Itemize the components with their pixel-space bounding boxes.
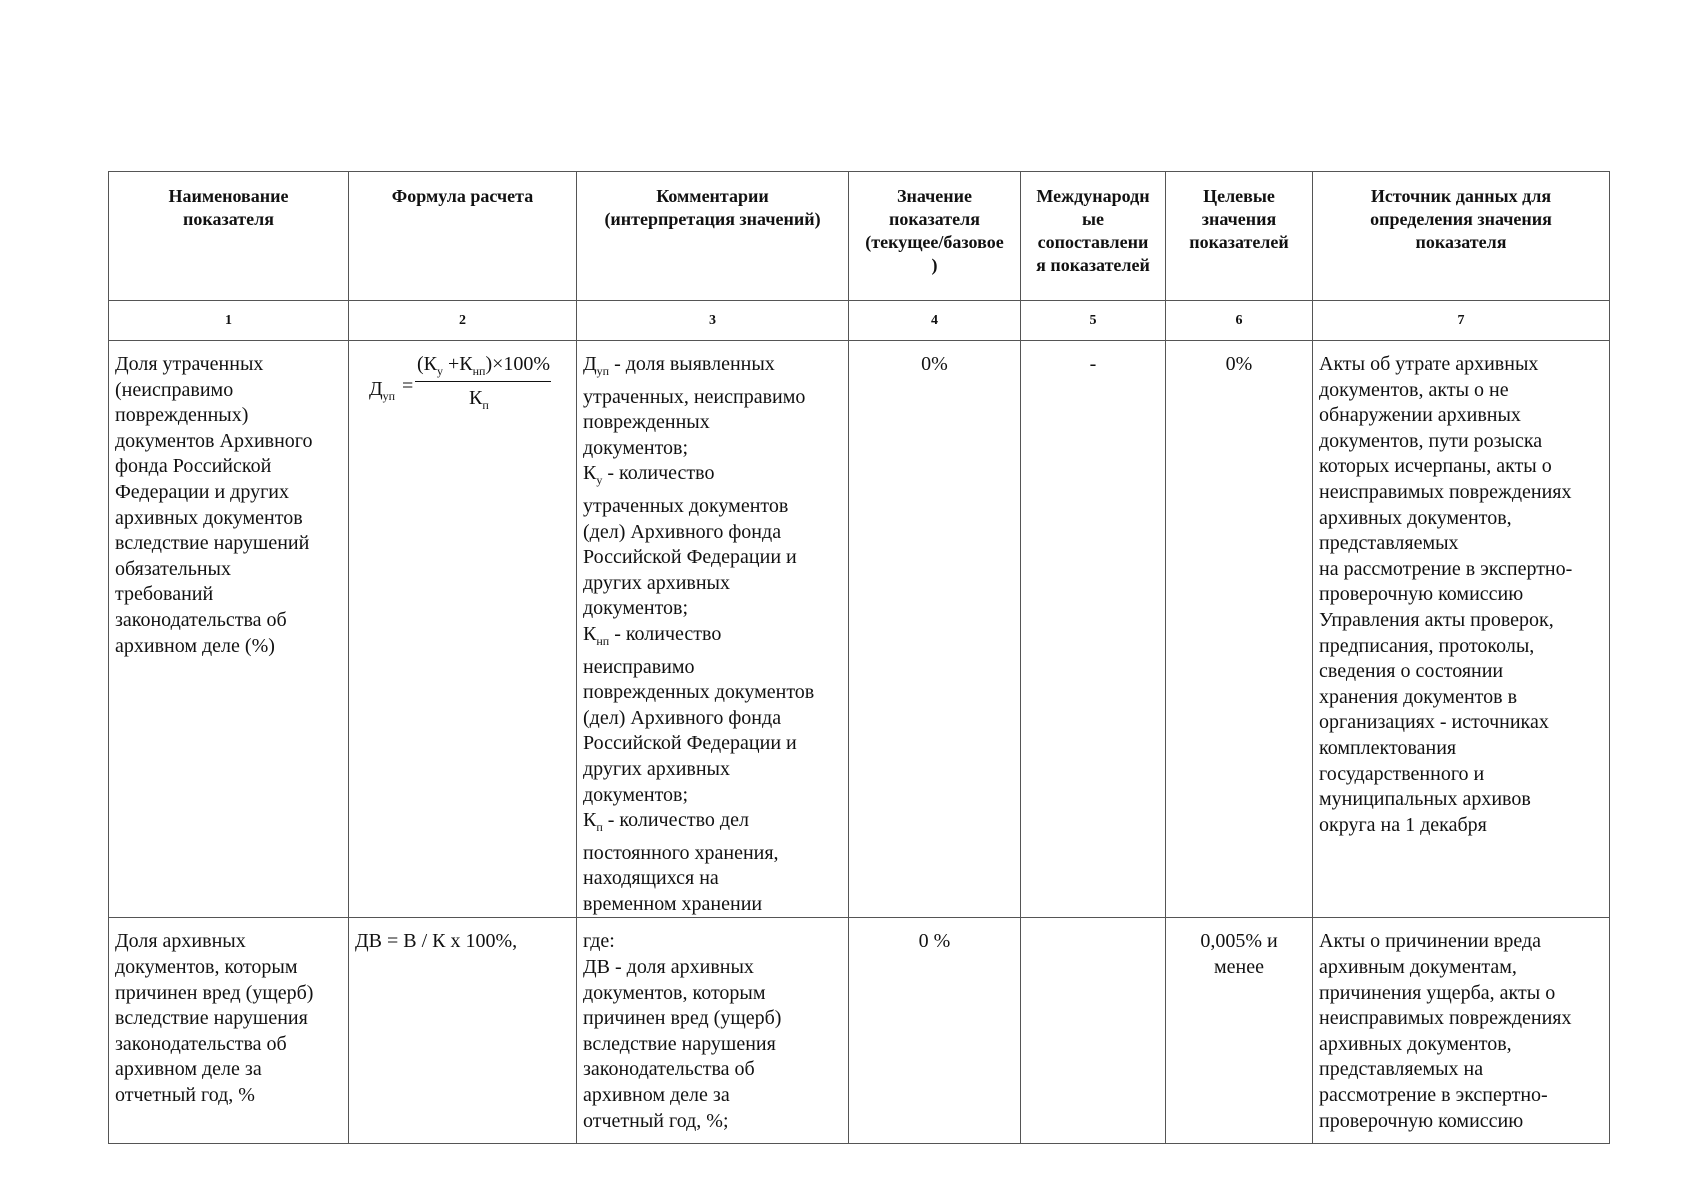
international-comparison: - [1021,341,1166,918]
target-value: 0,005% и менее [1166,918,1313,1144]
formula-text: ДВ = В / К х 100%, [355,930,518,953]
column-number: 4 [849,301,1021,341]
column-number-row [109,301,1610,341]
indicator-name: Доля архивных документов, которым причинен вред (ущерб) вследствие нарушения законодательства об архивном деле за отчетный год, % [109,918,349,1144]
header-target: Целевые значения показателей [1166,172,1313,301]
current-value: 0% [849,341,1021,918]
fraction-bar [415,381,551,382]
target-value: 0% [1166,341,1313,918]
formula-cell [349,918,577,1144]
header-international: Международн ые сопоставлени я показателей [1021,172,1166,301]
table-row [109,918,1610,1144]
header-row [109,172,1610,301]
column-number: 2 [349,301,577,341]
comments-cell: где: ДВ - доля архивных документов, которым причинен вред (ущерб) вследствие нарушения законодательства об архивном деле за отчетный год, %; [577,918,849,1144]
formula-denominator: $К_п$ [469,387,489,412]
data-source: Акты об утрате архивных документов, акты о не обнаружении архивных документов, пути розыска которых исчерпаны, акты о неисправимых повреждениях архивных документов, представляемых на рассмотрение в экспертно- проверочную комиссию Управления акты проверок, предписания, протоколы, сведения о состоянии хранения документов в организациях - источниках комплектования государственного и муниципальных архивов округа на 1 декабря [1313,341,1610,918]
column-number: 1 [109,301,349,341]
header-value: Значение показателя (текущее/базовое ) [849,172,1021,301]
comments-cell [577,341,849,918]
loss-formula [355,352,570,422]
comment-entry: $К_у$ - количество утраченных документов (дел) Архивного фонда Российской Федерации и других архивных документов; [583,462,797,620]
indicator-name: Доля утраченных (неисправимо поврежденных) документов Архивного фонда Российской Федерации и других архивных документов вследствие нарушений обязательных требований законодательства об архивном деле (%) [109,341,349,918]
table-row [109,341,1610,918]
current-value: 0 % [849,918,1021,1144]
column-number: 6 [1166,301,1313,341]
comment-entry: $К_{нп}$ - количество неисправимо поврежденных документов (дел) Архивного фонда Российской Федерации и других архивных документов; [583,622,815,806]
column-number: 3 [577,301,849,341]
international-comparison [1021,918,1166,1144]
header-name: Наименование показателя [109,172,349,301]
formula-cell [349,341,577,918]
comment-entry: $К_п$ - количество дел постоянного хранения, находящихся на временном хранении [583,809,779,915]
formula-numerator: $(К_у +К_{нп})\times 100\%$ [417,353,551,378]
header-comments: Комментарии (интерпретация значений) [577,172,849,301]
column-number: 7 [1313,301,1610,341]
column-number: 5 [1021,301,1166,341]
formula-equals: = [402,375,414,397]
indicators-table [108,171,1610,1144]
comment-entry: $Д_{уп}$ - доля выявленных утраченных, неисправимо поврежденных документов; [583,353,806,459]
data-source: Акты о причинении вреда архивным документам, причинения ущерба, акты о неисправимых повреждениях архивных документов, представляемых на рассмотрение в экспертно- проверочную комиссию [1313,918,1610,1144]
formula-lhs: $Д_{уп}$ [369,378,396,403]
header-source: Источник данных для определения значения показателя [1313,172,1610,301]
header-formula: Формула расчета [349,172,577,301]
